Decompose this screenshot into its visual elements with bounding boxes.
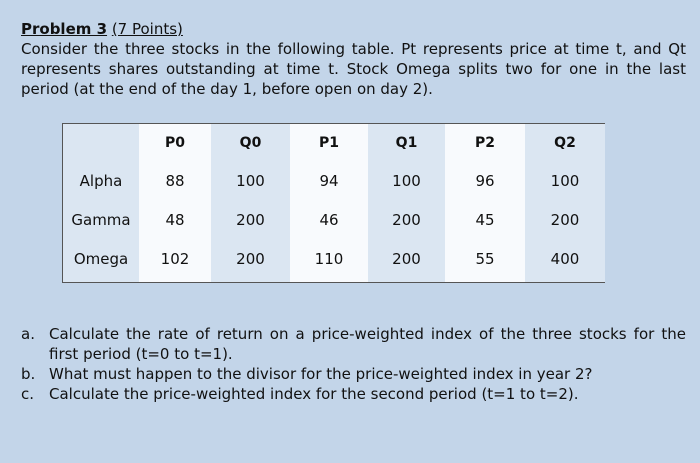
question-text: Calculate the price-weighted index for the second period (t=1 to t=2). <box>49 385 579 403</box>
row-label: Alpha <box>79 172 123 190</box>
header-cell-corner <box>63 124 139 161</box>
table-row-gamma <box>63 201 604 239</box>
row-label: Gamma <box>71 211 131 229</box>
table-cell: 110 <box>314 250 344 268</box>
question-text: What must happen to the divisor for the price-weighted index in year 2? <box>49 365 593 383</box>
table-row-omega <box>63 239 604 279</box>
table-cell: 200 <box>550 211 580 229</box>
table-cell: 200 <box>236 250 265 268</box>
question-text: Calculate the rate of return on a price-weighted index of the three stocks for the first period (t=0 to t=1). <box>49 325 686 363</box>
question-item <box>21 364 686 384</box>
header-cell-q1: Q1 <box>395 134 418 151</box>
table-cell: 200 <box>236 211 265 229</box>
question-marker: a. <box>21 325 35 343</box>
table-cell: 88 <box>165 172 185 190</box>
table-cell: 46 <box>319 211 339 229</box>
table-cell: 55 <box>475 250 495 268</box>
question-marker: b. <box>21 365 36 383</box>
table-cell: 96 <box>475 172 495 190</box>
problem-points: (7 Points) <box>111 20 183 38</box>
problem-intro: Consider the three stocks in the following table. Pt represents price at time t, and Qt represents shares outstanding at time t. Stock Omega splits two for one in the last period (at the end of the day 1, before open on day 2). <box>21 40 686 98</box>
header-cell-p2: P2 <box>474 134 495 151</box>
table-cell: 102 <box>160 250 190 268</box>
problem-heading <box>21 19 183 39</box>
table-cell: 100 <box>392 172 421 190</box>
header-cell-p0: P0 <box>164 134 185 151</box>
question-item <box>21 384 686 404</box>
table-cell: 400 <box>550 250 580 268</box>
stock-table <box>62 123 605 283</box>
table-cell: 45 <box>475 211 495 229</box>
problem-title: Problem 3 <box>21 20 108 38</box>
table-cell: 94 <box>319 172 339 190</box>
header-cell-q2: Q2 <box>554 134 576 151</box>
table-cell: 48 <box>165 211 185 229</box>
header-cell-q0: Q0 <box>239 134 262 151</box>
table-row-alpha <box>63 161 604 201</box>
question-item <box>21 324 686 364</box>
table-cell: 200 <box>392 250 421 268</box>
row-label: Omega <box>73 250 129 268</box>
table-cell: 100 <box>236 172 265 190</box>
table-cell: 100 <box>550 172 580 190</box>
table-header-row <box>63 124 604 161</box>
question-list <box>21 324 686 404</box>
table-cell: 200 <box>392 211 421 229</box>
question-marker: c. <box>21 385 35 403</box>
header-cell-p1: P1 <box>318 134 339 151</box>
